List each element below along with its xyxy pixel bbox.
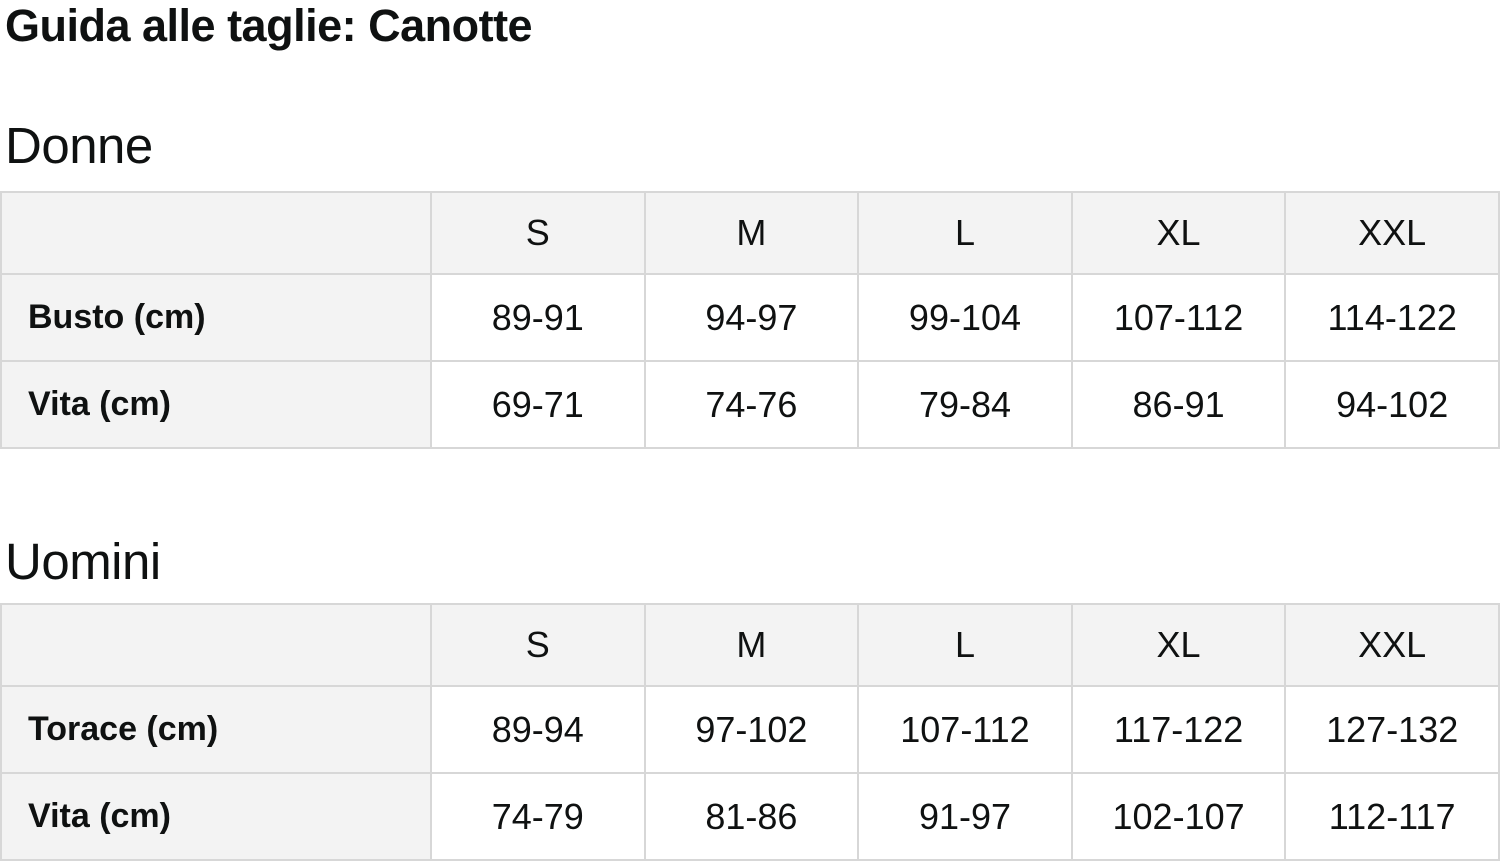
table-cell: 107-112 bbox=[1072, 274, 1286, 361]
size-header-l: L bbox=[858, 192, 1072, 274]
table-row bbox=[1, 686, 1499, 773]
table-cell: 94-102 bbox=[1285, 361, 1499, 448]
table-cell: 114-122 bbox=[1285, 274, 1499, 361]
table-cell: 74-76 bbox=[645, 361, 859, 448]
table-row bbox=[1, 361, 1499, 448]
table-row bbox=[1, 773, 1499, 860]
row-label-waist: Vita (cm) bbox=[1, 361, 431, 448]
section-women bbox=[0, 117, 1500, 449]
table-cell: 97-102 bbox=[645, 686, 859, 773]
table-cell: 127-132 bbox=[1285, 686, 1499, 773]
table-cell: 102-107 bbox=[1072, 773, 1286, 860]
table-cell: 74-79 bbox=[431, 773, 645, 860]
table-header-row bbox=[1, 192, 1499, 274]
size-header-l: L bbox=[858, 604, 1072, 686]
table-cell: 89-94 bbox=[431, 686, 645, 773]
size-table-women bbox=[0, 191, 1500, 449]
table-cell: 86-91 bbox=[1072, 361, 1286, 448]
table-cell: 107-112 bbox=[858, 686, 1072, 773]
corner-cell bbox=[1, 604, 431, 686]
size-header-m: M bbox=[645, 604, 859, 686]
table-cell: 117-122 bbox=[1072, 686, 1286, 773]
section-heading-men: Uomini bbox=[5, 533, 161, 590]
size-header-xl: XL bbox=[1072, 192, 1286, 274]
row-label-bust: Busto (cm) bbox=[1, 274, 431, 361]
size-table-men bbox=[0, 603, 1500, 861]
table-cell: 89-91 bbox=[431, 274, 645, 361]
row-label-waist: Vita (cm) bbox=[1, 773, 431, 860]
size-header-s: S bbox=[431, 192, 645, 274]
size-header-xxl: XXL bbox=[1285, 604, 1499, 686]
section-men bbox=[0, 533, 1500, 861]
table-cell: 81-86 bbox=[645, 773, 859, 860]
table-cell: 99-104 bbox=[858, 274, 1072, 361]
table-header-row bbox=[1, 604, 1499, 686]
size-header-s: S bbox=[431, 604, 645, 686]
size-header-xxl: XXL bbox=[1285, 192, 1499, 274]
section-heading-women: Donne bbox=[5, 117, 153, 174]
page-title: Guida alle taglie: Canotte bbox=[5, 0, 533, 51]
size-header-xl: XL bbox=[1072, 604, 1286, 686]
table-row bbox=[1, 274, 1499, 361]
corner-cell bbox=[1, 192, 431, 274]
table-cell: 112-117 bbox=[1285, 773, 1499, 860]
table-cell: 94-97 bbox=[645, 274, 859, 361]
row-label-chest: Torace (cm) bbox=[1, 686, 431, 773]
table-cell: 69-71 bbox=[431, 361, 645, 448]
size-header-m: M bbox=[645, 192, 859, 274]
table-cell: 91-97 bbox=[858, 773, 1072, 860]
table-cell: 79-84 bbox=[858, 361, 1072, 448]
